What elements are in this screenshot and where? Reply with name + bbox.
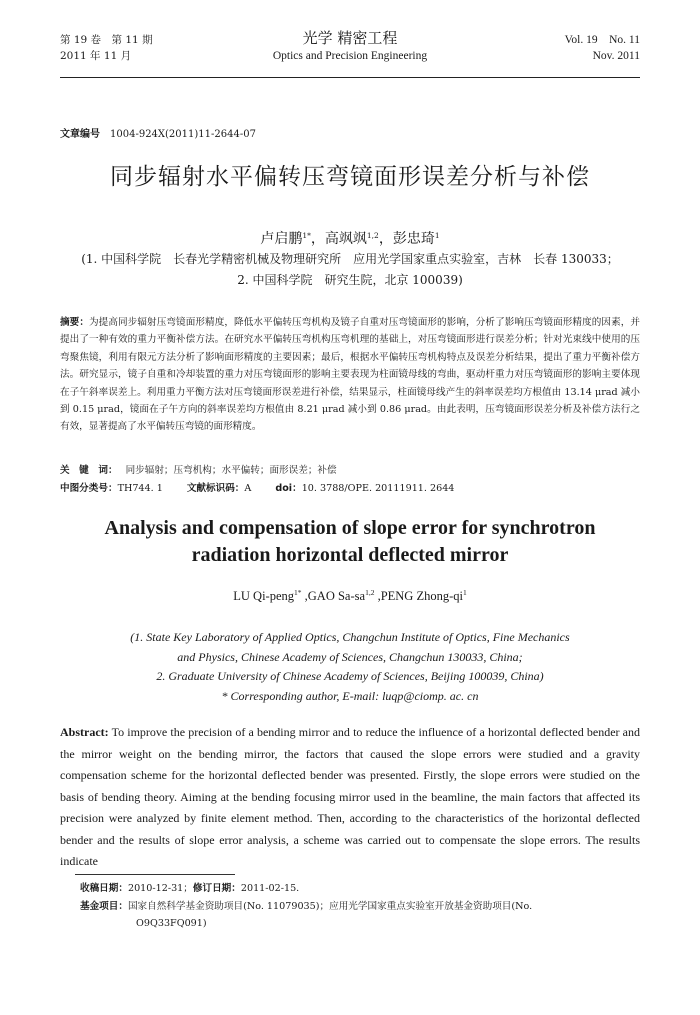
fund-text: 国家自然科学基金资助项目(No. 11079035)；应用光学国家重点实验室开放基金资助项目(No. bbox=[127, 900, 533, 912]
keywords-label: 关 键 词： bbox=[60, 465, 118, 476]
title-en bbox=[0, 515, 700, 569]
classification-line bbox=[60, 480, 640, 494]
abstract-cn bbox=[60, 314, 640, 436]
doi-label: doi： bbox=[275, 483, 302, 494]
header-volume-en bbox=[565, 32, 640, 64]
affiliation-line: (1. State Key Laboratory of Applied Optics, Changchun Institute of Optics, Fine Mechanics bbox=[130, 630, 570, 644]
footnote-divider bbox=[75, 874, 235, 875]
revised-date: 2011-02-15. bbox=[240, 883, 300, 894]
footnote bbox=[80, 880, 640, 933]
article-number-value: 1004-924X(2011)11-2644-07 bbox=[110, 129, 256, 140]
author-name: 高飒飒 bbox=[324, 231, 367, 247]
affiliation-line: 2. 中国科学院 研究生院，北京 100039) bbox=[237, 273, 463, 287]
clc-label: 中图分类号： bbox=[60, 483, 118, 494]
title-en-line: Analysis and compensation of slope error for synchrotron bbox=[104, 517, 596, 539]
doi-value: 10. 3788/OPE. 20111911. 2644 bbox=[301, 483, 455, 494]
article-number bbox=[60, 125, 256, 140]
affiliations-cn bbox=[60, 249, 640, 291]
author-sup: 1 bbox=[434, 231, 440, 240]
affiliation-line: (1. 中国科学院 长春光学精密机械及物理研究所 应用光学国家重点实验室，吉林 长春 130033； bbox=[81, 252, 619, 266]
author-name: PENG Zhong-qi bbox=[380, 589, 463, 603]
author-sup: 1* bbox=[302, 231, 311, 240]
abstract-label-cn: 摘要： bbox=[60, 317, 90, 328]
affiliation-line: and Physics, Chinese Academy of Sciences, Changchun 130033, China; bbox=[177, 649, 523, 664]
received-date: 2010-12-31； bbox=[127, 883, 193, 894]
affiliation-line: 2. Graduate University of Chinese Academy of Sciences, Beijing 100039, China) bbox=[156, 669, 544, 683]
author-sup: 1,2 bbox=[366, 231, 379, 240]
authors-cn: 卢启鹏$^{1*}$，高飒飒$^{1,2}$，彭忠琦$^1$ bbox=[260, 231, 440, 247]
author-name: 卢启鹏 bbox=[260, 231, 303, 247]
header-date-cn: 2011 年 11 月 bbox=[60, 50, 132, 62]
clc-value: TH744. 1 bbox=[117, 483, 163, 494]
header-volume-cn bbox=[60, 32, 153, 64]
author-sup: 1,2 bbox=[365, 588, 375, 597]
revised-label: 修订日期： bbox=[192, 883, 241, 894]
author-name: LU Qi-peng bbox=[233, 589, 295, 603]
authors-en: LU Qi-peng$^{1*}$ ,GAO Sa-sa$^{1,2}$ ,PENG Zhong-$qi^1$ bbox=[233, 588, 467, 603]
doc-code-label: 文献标识码： bbox=[186, 483, 245, 494]
header-date-en: Nov. 2011 bbox=[592, 50, 640, 62]
journal-name-en: Optics and Precision Engineering bbox=[272, 50, 428, 62]
affiliations-en bbox=[60, 628, 640, 706]
keywords-cn bbox=[60, 462, 640, 476]
footnote-fund bbox=[80, 898, 640, 916]
keywords-text: 同步辐射；压弯机构；水平偏转；面形误差；补偿 bbox=[125, 465, 337, 476]
header-vol-en: Vol. 19 No. 11 bbox=[564, 34, 640, 46]
author-name: GAO Sa-sa bbox=[307, 589, 366, 603]
article-number-label: 文章编号 bbox=[60, 129, 100, 140]
header-journal bbox=[200, 28, 500, 64]
fund-text-cont: O9Q33FQ091) bbox=[136, 918, 207, 929]
abstract-label-en: Abstract: bbox=[60, 725, 109, 739]
author-name: 彭忠琦 bbox=[392, 231, 435, 247]
title-cn: 同步辐射水平偏转压弯镜面形误差分析与补偿 bbox=[110, 164, 590, 190]
doc-code-value: A bbox=[244, 483, 252, 494]
received-label: 收稿日期： bbox=[80, 883, 128, 894]
corresponding-author: * Corresponding author, E-mail: luqp@ciomp. ac. cn bbox=[221, 688, 479, 703]
header-vol-cn: 第 19 卷 第 11 期 bbox=[60, 34, 153, 46]
header-divider bbox=[60, 77, 640, 78]
title-en-line: radiation horizontal deflected mirror bbox=[191, 544, 509, 566]
abstract-text-en: To improve the precision of a bending mirror and to reduce the influence of a horizontal deflected bender and the mirror weight on the bending mirror, the factors that caused the slope errors were studied and a gravity compensation scheme for the horizontal deflected bender was presented. Firstly, the slope errors were studied on the basis of bending theory. Aiming at the bending focusing mirror used in the beamline, the main factors that affected its precision were analyzed by finite element method. Then, according to the characteristics of the horizontal deflected bender and the results of slope error analysis, a scheme was carried out to compensate the slope errors. The results indicate bbox=[60, 725, 640, 868]
abstract-text-cn: 为提高同步辐射压弯镜面形精度，降低水平偏转压弯机构及镜子自重对压弯镜面形的影响，分析了影响压弯镜面形精度的因素，并提出了一种有效的重力平衡补偿方法。在研究水平偏转压弯机构压弯机理的基础上，对压弯镜面形进行误差分析；针对光束线中使用的压弯聚焦镜，利用有限元方法分析了影响面形精度的主要因素；最后，根据水平偏转压弯机构特点及误差分析结果，提出了重力平衡补偿方法。研究显示，镜子自重和冷却装置的重力对压弯镜面形的影响主要表现为柱面镜母线的弯曲，驱动杆重力对压弯镜面形的影响主要体现在子午斜率误差上。利用重力平衡方法对压弯镜面形误差进行补偿，结果显示，柱面镜母线产生的斜率误差均方根值由 13.14 μrad 减小到 0.15 μrad，镜面在子午方向的斜率误差均方根值由 8.21 μrad 减小到 0.86 μrad。由此表明，压弯镜面形误差分析及补偿方法行之有效，显著提高了水平偏转压弯镜的面形精度。 bbox=[60, 317, 641, 433]
author-sup: 1* bbox=[294, 588, 302, 597]
author-sup: 1 bbox=[462, 588, 467, 597]
footnote-dates bbox=[80, 880, 640, 898]
abstract-en bbox=[60, 722, 640, 873]
fund-label: 基金项目： bbox=[80, 900, 128, 912]
journal-name-cn: 光学 精密工程 bbox=[302, 29, 398, 47]
